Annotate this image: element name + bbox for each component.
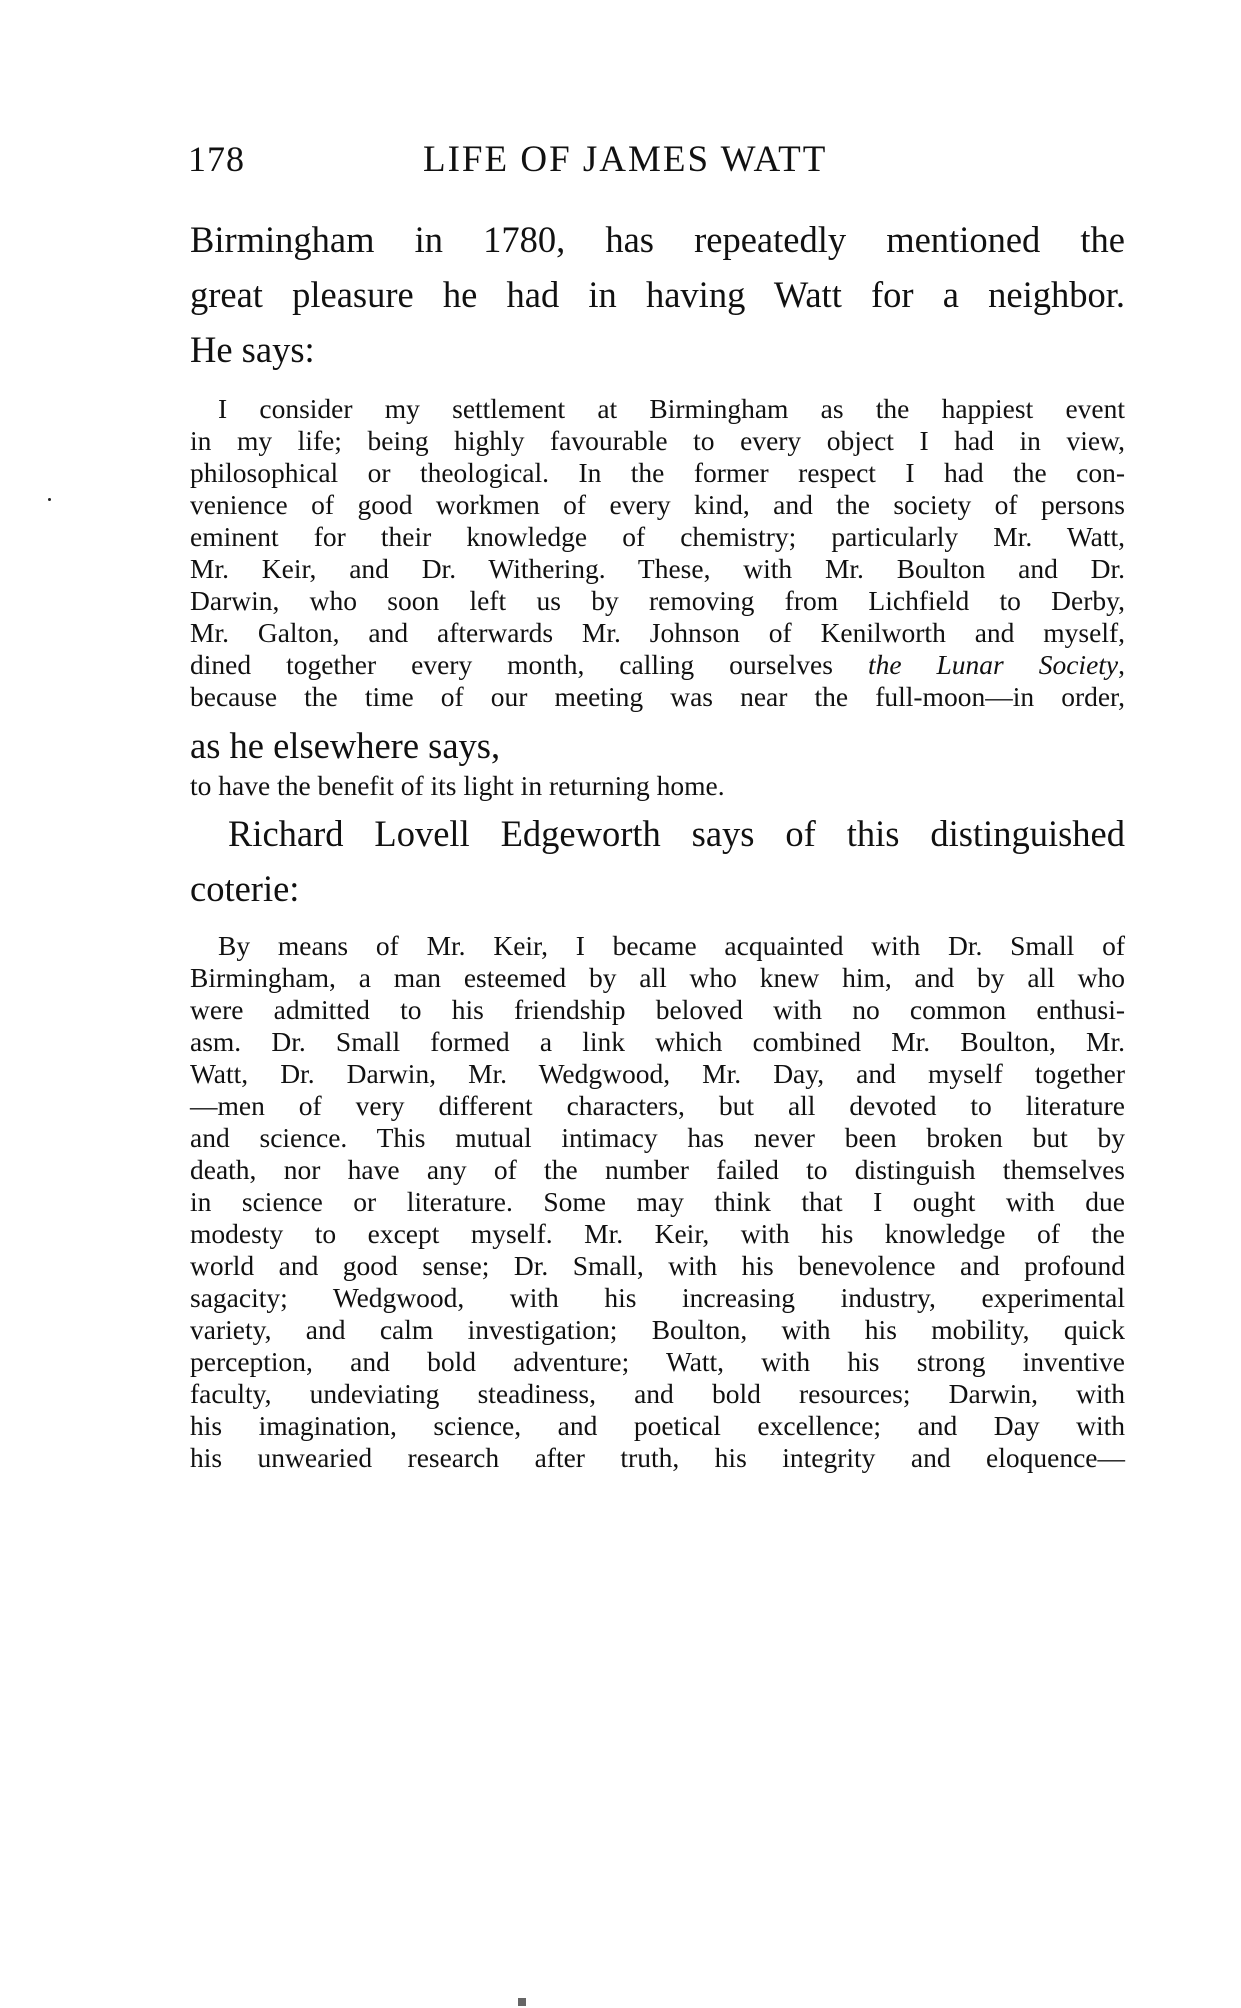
quote-line: venience of good workmen of every kind, and the society of persons xyxy=(190,489,1125,520)
lunar-society-italic: the Lunar Society xyxy=(867,649,1119,680)
quote-line: in science or literature. Some may think that I ought with due xyxy=(190,1186,1125,1217)
quote-line: perception, and bold adventure; Watt, with his strong inventive xyxy=(190,1346,1125,1377)
quote-line: and science. This mutual intimacy has never been broken but by xyxy=(190,1122,1125,1153)
quote-line: Mr. Galton, and afterwards Mr. Johnson of Kenilworth and myself, xyxy=(190,617,1125,648)
scan-speck xyxy=(518,1998,526,2006)
body-line: Richard Lovell Edgeworth says of this distinguished xyxy=(228,813,1125,854)
quote-line: —men of very different characters, but all devoted to literature xyxy=(190,1090,1125,1121)
quote-line: By means of Mr. Keir, I became acquainted with Dr. Small of xyxy=(218,930,1125,961)
body-line: He says: xyxy=(190,329,315,370)
quote-line: to have the benefit of its light in returning home. xyxy=(190,770,725,801)
quote-line: world and good sense; Dr. Small, with his benevolence and profound xyxy=(190,1250,1125,1281)
quote-line: his imagination, science, and poetical excellence; and Day with xyxy=(190,1410,1125,1441)
quote-line: sagacity; Wedgwood, with his increasing industry, experimental xyxy=(190,1282,1125,1313)
scan-speck xyxy=(48,498,51,501)
quote-line: were admitted to his friendship beloved with no common enthusi- xyxy=(190,994,1125,1025)
body-line: great pleasure he had in having Watt for a neighbor. xyxy=(190,274,1125,315)
quote-line: Birmingham, a man esteemed by all who knew him, and by all who xyxy=(190,962,1125,993)
quote-line: modesty to except myself. Mr. Keir, with his knowledge of the xyxy=(190,1218,1125,1249)
running-head xyxy=(188,138,1128,188)
quote-text-span: , xyxy=(1118,649,1125,680)
quote-line: Darwin, who soon left us by removing from Lichfield to Derby, xyxy=(190,585,1125,616)
quote-line: Watt, Dr. Darwin, Mr. Wedgwood, Mr. Day, and myself together xyxy=(190,1058,1125,1089)
quote-line: asm. Dr. Small formed a link which combined Mr. Boulton, Mr. xyxy=(190,1026,1125,1057)
quote-line: eminent for their knowledge of chemistry; particularly Mr. Watt, xyxy=(190,521,1125,552)
quote-line: I consider my settlement at Birmingham as the happiest event xyxy=(218,393,1125,424)
quote-line: Mr. Keir, and Dr. Withering. These, with Mr. Boulton and Dr. xyxy=(190,553,1125,584)
page-number: 178 xyxy=(188,139,245,179)
interjection-line: as he elsewhere says, xyxy=(190,725,501,766)
quote-line: his unwearied research after truth, his integrity and eloquence— xyxy=(190,1442,1125,1473)
quote-line-lunar-society xyxy=(190,649,1125,681)
quote-line: faculty, undeviating steadiness, and bold resources; Darwin, with xyxy=(190,1378,1125,1409)
body-line: coterie: xyxy=(190,868,300,909)
quote-line: because the time of our meeting was near the full-moon—in order, xyxy=(190,681,1125,712)
running-title: LIFE OF JAMES WATT xyxy=(423,139,828,180)
quote-line: death, nor have any of the number failed to distinguish themselves xyxy=(190,1154,1125,1185)
quote-line: philosophical or theological. In the former respect I had the con- xyxy=(190,457,1125,488)
quote-line: in my life; being highly favourable to every object I had in view, xyxy=(190,425,1125,456)
quote-text-span: dined together every month, calling ourselves xyxy=(190,649,868,680)
body-line: Birmingham in 1780, has repeatedly mentioned the xyxy=(190,219,1125,260)
quote-line: variety, and calm investigation; Boulton, with his mobility, quick xyxy=(190,1314,1125,1345)
